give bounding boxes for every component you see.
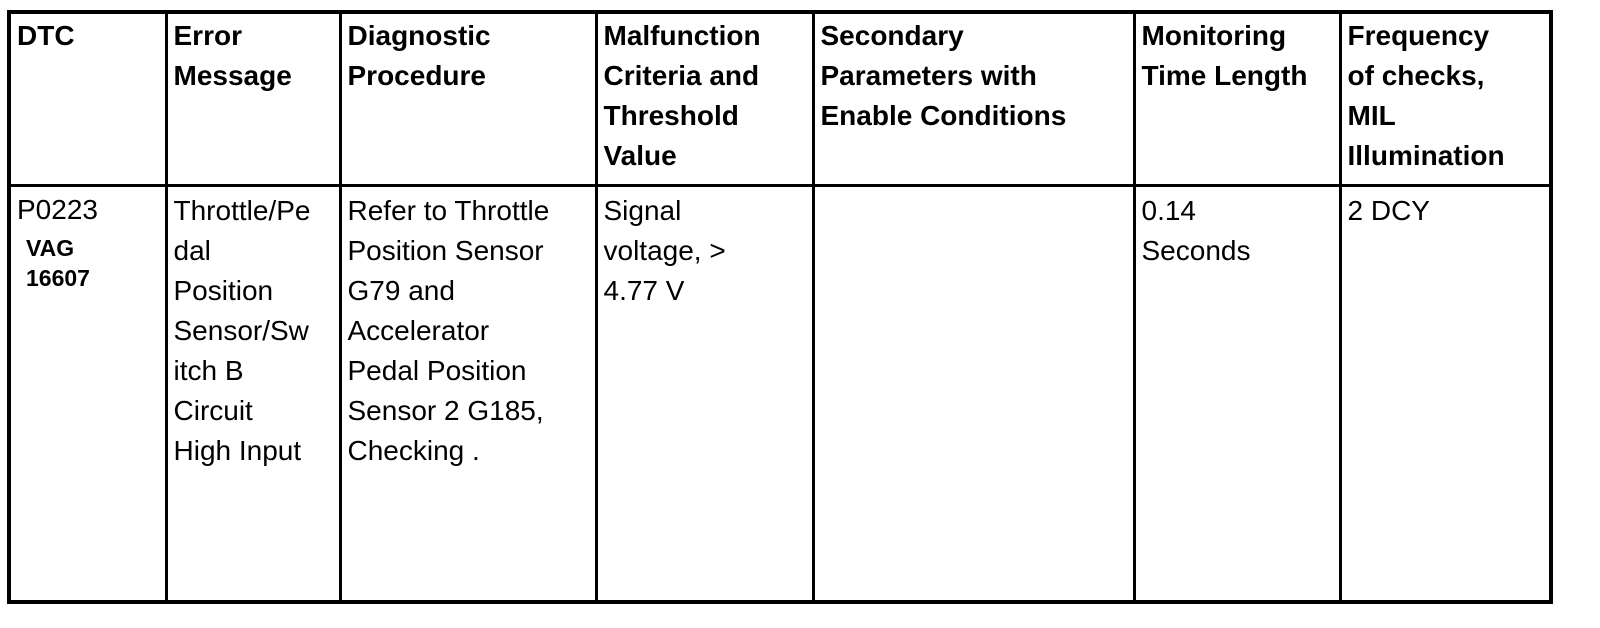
cell-monitoring-time: 0.14 Seconds	[1134, 186, 1340, 603]
header-monitoring-time: Monitoring Time Length	[1134, 12, 1340, 186]
cell-dtc	[9, 186, 166, 603]
cell-secondary-parameters	[813, 186, 1134, 603]
table-row	[9, 186, 1551, 603]
header-secondary-parameters: Secondary Parameters with Enable Conditions	[813, 12, 1134, 186]
header-dtc: DTC	[9, 12, 166, 186]
cell-error-message: Throttle/Pe dal Position Sensor/Sw itch B Circuit High Input	[166, 186, 340, 603]
dtc-table	[7, 10, 1553, 604]
header-diagnostic-procedure: Diagnostic Procedure	[340, 12, 596, 186]
header-malfunction-criteria: Malfunction Criteria and Threshold Value	[596, 12, 813, 186]
header-error-message: Error Message	[166, 12, 340, 186]
header-row	[9, 12, 1551, 186]
header-frequency-mil: Frequency of checks, MIL Illumination	[1340, 12, 1551, 186]
vag-code: VAG 16607	[26, 235, 90, 291]
cell-malfunction-criteria: Signal voltage, > 4.77 V	[596, 186, 813, 603]
cell-frequency-mil: 2 DCY	[1340, 186, 1551, 603]
dtc-code: P0223	[17, 194, 98, 225]
cell-diagnostic-procedure: Refer to Throttle Position Sensor G79 and Accelerator Pedal Position Sensor 2 G185, Checking .	[340, 186, 596, 603]
